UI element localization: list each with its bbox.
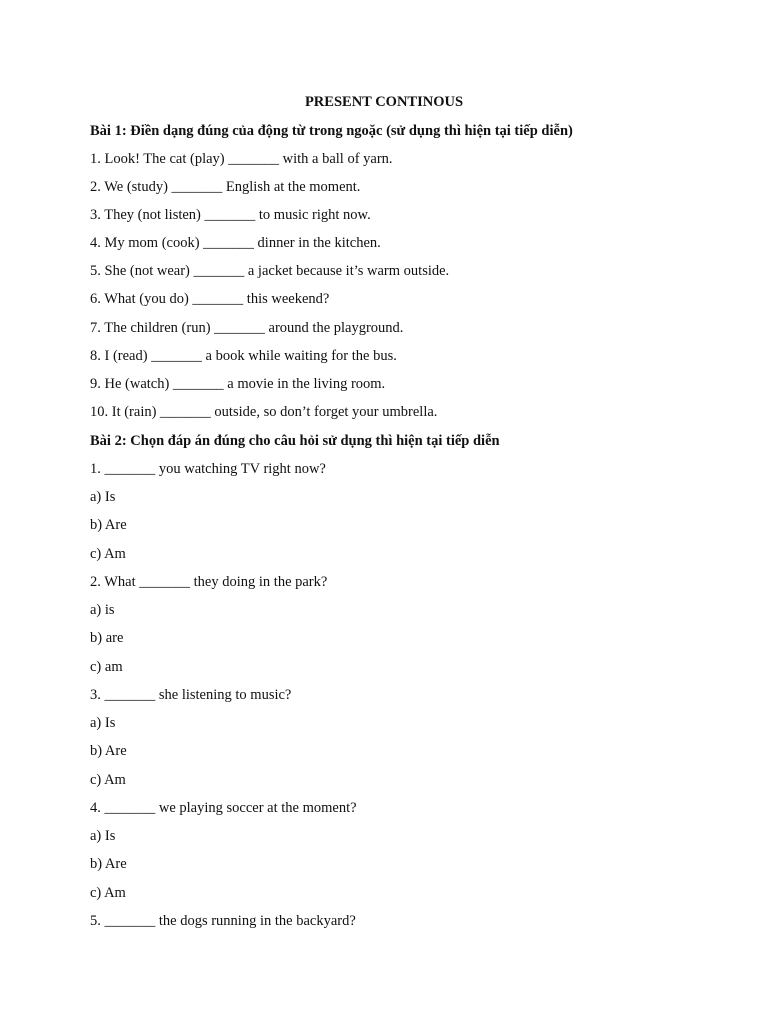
exercise-1-item: 10. It (rain) _______ outside, so don’t forget your umbrella. [90, 404, 438, 420]
question-text: 1. _______ you watching TV right now? [90, 461, 326, 477]
question-text: 2. What _______ they doing in the park? [90, 574, 328, 590]
exercise-1-item: 3. They (not listen) _______ to music right now. [90, 207, 371, 223]
question-text: 5. _______ the dogs running in the backyard? [90, 913, 356, 929]
page-title: PRESENT CONTINOUS [304, 94, 464, 110]
answer-option: a) Is [90, 489, 116, 505]
exercise-1-item: 6. What (you do) _______ this weekend? [90, 291, 330, 307]
answer-option: b) Are [90, 517, 127, 533]
answer-option: c) Am [90, 885, 126, 901]
answer-option: a) is [90, 602, 115, 618]
exercise-1-heading: Bài 1: Điền dạng đúng của động từ trong ngoặc (sử dụng thì hiện tại tiếp diễn) [90, 123, 573, 139]
answer-option: b) Are [90, 743, 127, 759]
answer-option: b) Are [90, 856, 127, 872]
exercise-1-item: 2. We (study) _______ English at the moment. [90, 179, 361, 195]
answer-option: c) am [90, 659, 123, 675]
answer-option: c) Am [90, 772, 126, 788]
exercise-1-item: 7. The children (run) _______ around the playground. [90, 320, 404, 336]
answer-option: b) are [90, 630, 124, 646]
exercise-1-item: 5. She (not wear) _______ a jacket because it’s warm outside. [90, 263, 450, 279]
exercise-1-item: 1. Look! The cat (play) _______ with a ball of yarn. [90, 151, 393, 167]
exercise-1-item: 8. I (read) _______ a book while waiting for the bus. [90, 348, 397, 364]
exercise-2-heading: Bài 2: Chọn đáp án đúng cho câu hỏi sử dụng thì hiện tại tiếp diễn [90, 433, 500, 449]
answer-option: c) Am [90, 546, 126, 562]
exercise-1-item: 4. My mom (cook) _______ dinner in the kitchen. [90, 235, 381, 251]
question-text: 4. _______ we playing soccer at the moment? [90, 800, 357, 816]
answer-option: a) Is [90, 715, 116, 731]
exercise-1-item: 9. He (watch) _______ a movie in the living room. [90, 376, 386, 392]
answer-option: a) Is [90, 828, 116, 844]
question-text: 3. _______ she listening to music? [90, 687, 292, 703]
